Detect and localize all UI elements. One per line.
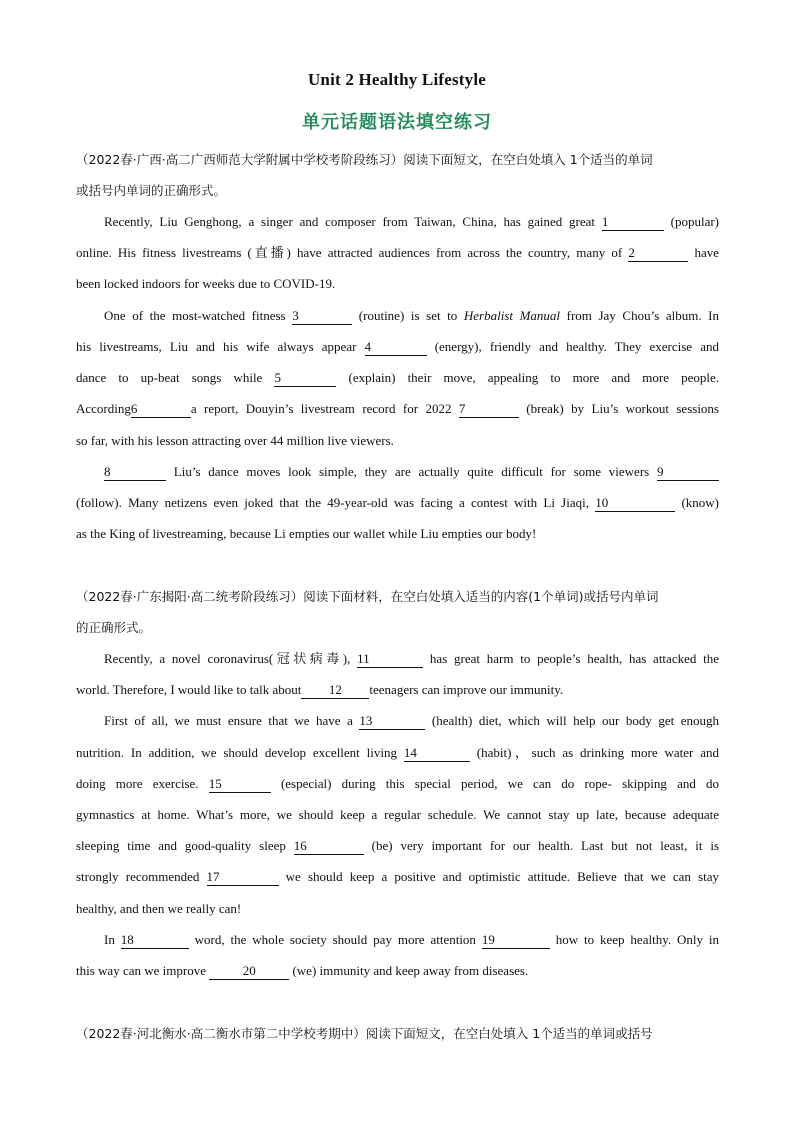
passage1-line (76, 337, 719, 357)
passage1-line (76, 493, 719, 513)
text-segment: (routine) is set to (358, 308, 458, 323)
text-segment: word, the whole society should pay more attention (194, 932, 476, 947)
blank-16: 16 (294, 838, 364, 855)
passage1-line (76, 306, 719, 326)
blank-4: 4 (365, 339, 427, 356)
page-subtitle: 单元话题语法填空练习 (302, 112, 492, 133)
text-segment: we should keep a positive and optimistic attitude. Believe that we can stay (285, 869, 719, 884)
text-segment: strongly recommended (76, 869, 200, 884)
text-segment: doing more exercise. (76, 776, 199, 791)
text-segment: have (694, 245, 720, 260)
text-segment: (be) very important for our health. Last but not least, it is (371, 838, 720, 853)
text-segment: (health) diet, which will help our body get enough (431, 713, 720, 728)
text-segment: dance to up-beat songs while (76, 370, 263, 385)
passage2-line (76, 961, 719, 981)
passage2-line: gymnastics at home. What’s more, we should keep a regular schedule. We cannot stay up late, because adequate (76, 807, 719, 822)
blank-5: 5 (274, 370, 336, 387)
section1-source-line1: （2022春·广西·高二广西师范大学附属中学校考阶段练习）阅读下面短文，在空白处填入 1个适当的单词 (76, 152, 653, 167)
passage1-line (76, 368, 719, 388)
blank-8: 8 (104, 464, 166, 481)
blank-14: 14 (404, 745, 470, 762)
blank-15: 15 (209, 776, 271, 793)
blank-20: 20 (209, 963, 289, 980)
passage1-line: so far, with his lesson attracting over 44 million live viewers. (76, 433, 394, 448)
text-segment: from Jay Chou’s album. In (566, 308, 720, 323)
passage2-line (76, 867, 719, 887)
passage1-line (76, 243, 719, 263)
text-segment: One of the most-watched fitness (104, 308, 286, 323)
passage2-line (76, 680, 719, 700)
text-segment: (know) (681, 495, 719, 510)
passage1-line (76, 462, 719, 482)
blank-13: 13 (359, 713, 425, 730)
text-segment: this way can we improve (76, 963, 206, 978)
passage2-line (76, 930, 719, 950)
blank-19: 19 (482, 932, 550, 949)
text-segment: sleeping time and good-quality sleep (76, 838, 286, 853)
text-segment: has great harm to people’s health, has attacked the (429, 651, 720, 666)
text-segment: In (104, 932, 115, 947)
passage2-line (76, 649, 719, 669)
section1-source-line2: 或括号内单词的正确形式。 (76, 183, 227, 198)
passage2-line: healthy, and then we really can! (76, 901, 242, 916)
passage2-line (76, 836, 719, 856)
blank-9: 9 (657, 464, 719, 481)
passage1-line (76, 399, 719, 419)
passage1-line: as the King of livestreaming, because Li empties our wallet while Liu empties our body! (76, 526, 537, 541)
blank-11: 11 (357, 651, 423, 668)
text-segment: how to keep healthy. Only in (555, 932, 719, 947)
section2-source-line2: 的正确形式。 (76, 620, 152, 635)
passage2-line (76, 774, 719, 794)
blank-10: 10 (595, 495, 675, 512)
text-segment: a report, Douyin’s livestream record for 2022 (190, 401, 452, 416)
text-segment: (habit)，such as drinking more water and (476, 745, 720, 760)
blank-3: 3 (292, 308, 352, 325)
blank-17: 17 (207, 869, 279, 886)
text-segment: world. Therefore, I would like to talk about (76, 682, 302, 697)
text-segment: First of all, we must ensure that we have a (104, 713, 353, 728)
text-segment: (popular) (670, 214, 720, 229)
text-segment: (break) by Liu’s workout sessions (526, 401, 719, 416)
text-segment: Liu’s dance moves look simple, they are actually quite difficult for some viewers (173, 464, 650, 479)
blank-1: 1 (602, 214, 664, 231)
text-segment: (energy), friendly and healthy. They exercise and (434, 339, 719, 354)
blank-2: 2 (628, 245, 688, 262)
text-segment-italic: Herbalist Manual (463, 308, 561, 323)
blank-7: 7 (459, 401, 519, 418)
text-segment: teenagers can improve our immunity. (369, 682, 564, 697)
text-segment: (follow). Many netizens even joked that the 49-year-old was facing a contest with Li Jiaqi, (76, 495, 589, 510)
text-segment: Recently, a novel coronavirus(冠状病毒), (104, 651, 351, 666)
blank-12: 12 (301, 682, 369, 699)
text-segment: online. His fitness livestreams (直播) have attracted audiences from across the country, many of (76, 245, 623, 260)
page-title: Unit 2 Healthy Lifestyle (307, 70, 487, 89)
blank-6: 6 (131, 401, 191, 418)
text-segment: (explain) their move, appealing to more and more people. (348, 370, 720, 385)
passage1-line: been locked indoors for weeks due to COVID-19. (76, 276, 336, 291)
text-segment: Recently, Liu Genghong, a singer and composer from Taiwan, China, has gained great (104, 214, 596, 229)
passage2-line (76, 743, 719, 763)
text-segment: (we) immunity and keep away from diseases. (292, 963, 529, 978)
text-segment: According (76, 401, 131, 416)
section2-source-line1: （2022春·广东揭阳·高二统考阶段练习）阅读下面材料，在空白处填入适当的内容(1个单词)或括号内单词 (76, 589, 659, 604)
blank-18: 18 (121, 932, 189, 949)
passage2-line (76, 711, 719, 731)
section3-source-line1: （2022春·河北衡水·高二衡水市第二中学校考期中）阅读下面短文，在空白处填入 1个适当的单词或括号 (76, 1026, 653, 1041)
passage1-line (76, 212, 719, 232)
text-segment: his livestreams, Liu and his wife always appear (76, 339, 357, 354)
text-segment: (especial) during this special period, we can do rope- skipping and do (280, 776, 720, 791)
text-segment: nutrition. In addition, we should develop excellent living (76, 745, 397, 760)
